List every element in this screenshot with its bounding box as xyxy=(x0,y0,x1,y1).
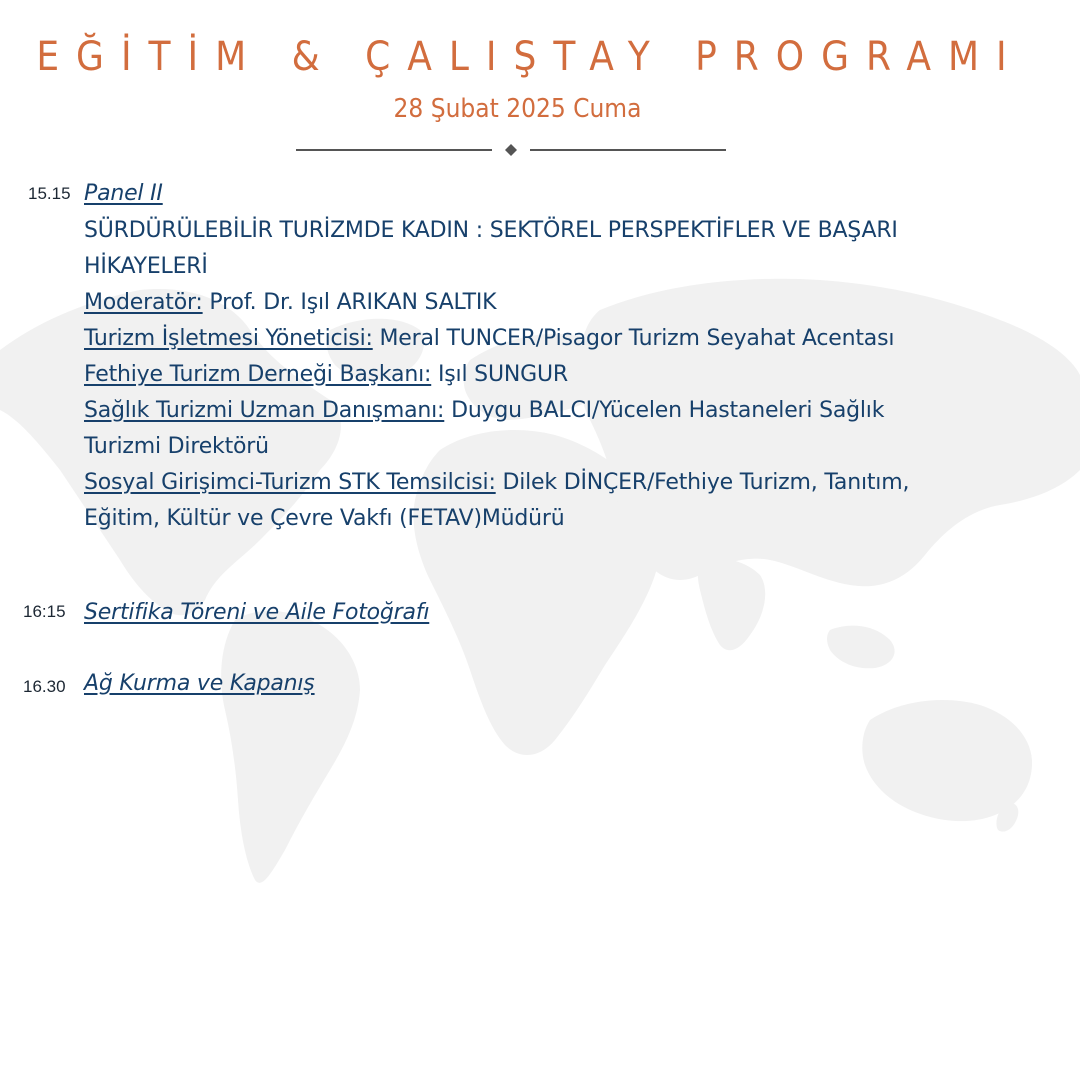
program-date: 28 Şubat 2025 Cuma xyxy=(393,94,642,124)
speaker-name: Meral TUNCER/Pisagor Turizm Seyahat Acentası xyxy=(372,326,895,351)
speaker-health-tourism-consultant xyxy=(84,398,884,423)
speaker-role[interactable]: Moderatör: xyxy=(84,290,203,315)
panel-topic-line1: SÜRDÜRÜLEBİLİR TURİZMDE KADIN : SEKTÖREL PERSPEKTİFLER VE BAŞARI xyxy=(84,218,898,243)
panel-topic-line2: HİKAYELERİ xyxy=(84,254,208,279)
closing-time: 16.30 xyxy=(23,677,66,696)
speaker-association-president xyxy=(84,362,568,387)
speaker-role[interactable]: Sosyal Girişimci-Turizm STK Temsilcisi: xyxy=(84,470,496,495)
speaker-name: Prof. Dr. Işıl ARIKAN SALTIK xyxy=(202,290,497,315)
program-title: EĞİTİM & ÇALIŞTAY PROGRAMI xyxy=(36,34,1024,80)
speaker-social-entrepreneur-continuation: Eğitim, Kültür ve Çevre Vakfı (FETAV)Müdürü xyxy=(84,506,565,531)
ceremony-time: 16:15 xyxy=(23,602,66,621)
speaker-role[interactable]: Fethiye Turizm Derneği Başkanı: xyxy=(84,362,432,387)
speaker-business-manager xyxy=(84,326,894,351)
closing-title-link[interactable]: Ağ Kurma ve Kapanış xyxy=(84,671,315,696)
speaker-social-entrepreneur xyxy=(84,470,909,495)
panel-time: 15.15 xyxy=(28,184,71,203)
decorative-divider xyxy=(294,140,728,160)
ceremony-title-link[interactable]: Sertifika Töreni ve Aile Fotoğrafı xyxy=(84,600,430,625)
speaker-role[interactable]: Turizm İşletmesi Yöneticisi: xyxy=(84,326,373,351)
speaker-moderator xyxy=(84,290,496,315)
speaker-health-tourism-continuation: Turizmi Direktörü xyxy=(84,434,269,459)
speaker-name: Duygu BALCI/Yücelen Hastaneleri Sağlık xyxy=(444,398,885,423)
speaker-role[interactable]: Sağlık Turizmi Uzman Danışmanı: xyxy=(84,398,445,423)
diamond-icon xyxy=(505,144,517,156)
speaker-name: Işıl SUNGUR xyxy=(431,362,568,387)
panel-title-link[interactable]: Panel II xyxy=(84,181,163,206)
speaker-name: Dilek DİNÇER/Fethiye Turizm, Tanıtım, xyxy=(495,470,910,495)
